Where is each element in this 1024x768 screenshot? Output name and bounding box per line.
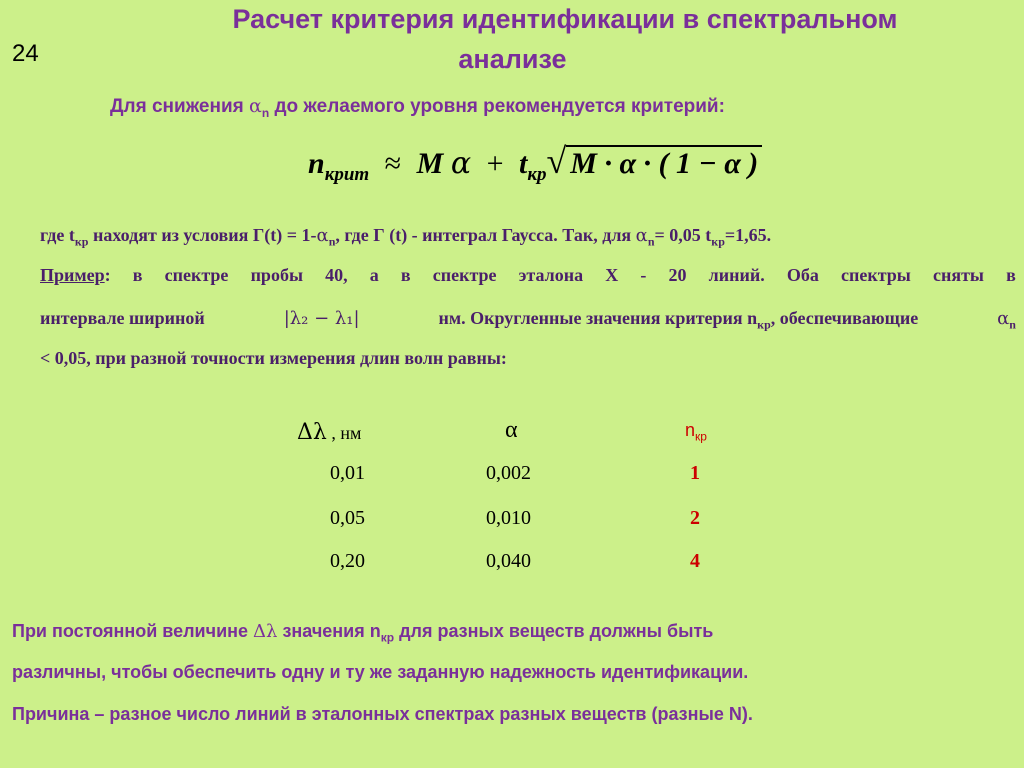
text-segment: где t (40, 225, 75, 245)
word: спектре (164, 265, 229, 285)
subscript: кр (757, 317, 771, 332)
footer-line-2: различны, чтобы обеспечить одну и ту же заданную надежность идентификации. (12, 662, 749, 682)
paragraph-line-3 (40, 308, 1016, 333)
table-header-n (685, 420, 707, 444)
text-segment: находят из условия Г(t) = 1- (88, 225, 317, 245)
subscript: кр (74, 234, 89, 249)
alpha-symbol: α (635, 225, 648, 246)
word: спектры (840, 265, 911, 285)
word: : (104, 265, 111, 285)
alpha-symbol: α (249, 95, 262, 117)
unit-label: , нм (326, 423, 362, 443)
formula-m: M (416, 147, 444, 180)
alpha-symbol: α (316, 225, 329, 246)
subscript: кр (695, 429, 707, 444)
word: пробы (250, 265, 303, 285)
example-label: Пример (40, 265, 105, 285)
alpha-subscript: n (261, 105, 270, 120)
formula-radicand: M · α · ( 1 − α ) (566, 145, 762, 180)
formula-t-sub: кр (527, 164, 547, 185)
title-line-1: Расчет критерия идентификации в спектральном (232, 4, 898, 34)
paragraph-line-4: < 0,05, при разной точности измерения длин волн равны: (40, 348, 507, 368)
text-segment: нм. Округленные значения критерия n (438, 308, 758, 328)
slide-number: 24 (12, 40, 39, 67)
intro-after: до желаемого уровня рекомендуется критерий: (269, 96, 725, 117)
formula-t: t (519, 147, 528, 180)
text-segment: интервале шириной (40, 308, 205, 328)
paragraph-line-1 (40, 225, 1016, 250)
word: 40, (325, 265, 348, 285)
word: Х (605, 265, 619, 285)
word: а (369, 265, 379, 285)
lambda-difference: |λ₂ − λ₁| (283, 308, 360, 329)
text-segment: , где Г (t) - интеграл Гаусса. Так, для (335, 225, 636, 245)
table-cell-alpha: 0,040 (486, 550, 531, 572)
table-cell-dl: 0,20 (330, 550, 365, 572)
table-header-alpha: α (505, 417, 518, 443)
subscript: кр (380, 630, 395, 645)
delta-lambda-symbol: Δλ (253, 621, 278, 642)
word: Оба (786, 265, 819, 285)
sqrt-icon: √ (546, 141, 567, 181)
intro-before: Для снижения (110, 96, 250, 117)
table-cell-dl: 0,01 (330, 462, 365, 484)
word: спектре (432, 265, 497, 285)
footer-line-1 (12, 621, 1012, 645)
word: в (1006, 265, 1016, 285)
subscript: n (328, 234, 336, 249)
word: в (400, 265, 411, 285)
formula-approx: ≈ (384, 147, 402, 180)
alpha-symbol: α (997, 308, 1010, 329)
word: 20 (668, 265, 687, 285)
table-cell-dl: 0,05 (330, 507, 365, 529)
text-segment: для разных веществ должны быть (394, 621, 714, 641)
text-segment: , обеспечивающие (770, 308, 919, 328)
footer-line-3: Причина – разное число линий в эталонных спектрах разных веществ (разные N). (12, 704, 753, 724)
table-cell-alpha: 0,010 (486, 507, 531, 529)
word: в (132, 265, 143, 285)
word: сняты (932, 265, 984, 285)
text-segment: = 0,05 t (654, 225, 712, 245)
subscript: кр (711, 234, 725, 249)
text-segment: При постоянной величине (12, 621, 254, 641)
formula-n-sub: крит (324, 164, 370, 185)
delta-lambda-symbol: Δλ (297, 420, 327, 445)
subscript: n (1009, 317, 1016, 332)
table-cell-n: 1 (690, 462, 700, 484)
formula-plus: + (486, 147, 504, 180)
formula-n: n (308, 147, 325, 180)
table-cell-alpha: 0,002 (486, 462, 531, 484)
paragraph-line-2 (40, 265, 1016, 286)
intro-text (110, 95, 725, 120)
formula-alpha: α (450, 146, 472, 181)
subscript: n (647, 234, 655, 249)
word: - (640, 265, 647, 285)
text-segment: =1,65. (724, 225, 772, 245)
criterion-formula (308, 140, 762, 186)
table-cell-n: 4 (690, 550, 700, 572)
word: линий. (708, 265, 765, 285)
table-header-delta-lambda (297, 420, 361, 445)
table-cell-n: 2 (690, 507, 700, 529)
n-symbol: n (685, 420, 696, 440)
title-line-2: анализе (458, 44, 567, 74)
word: эталона (518, 265, 584, 285)
text-segment: значения n (277, 621, 381, 641)
